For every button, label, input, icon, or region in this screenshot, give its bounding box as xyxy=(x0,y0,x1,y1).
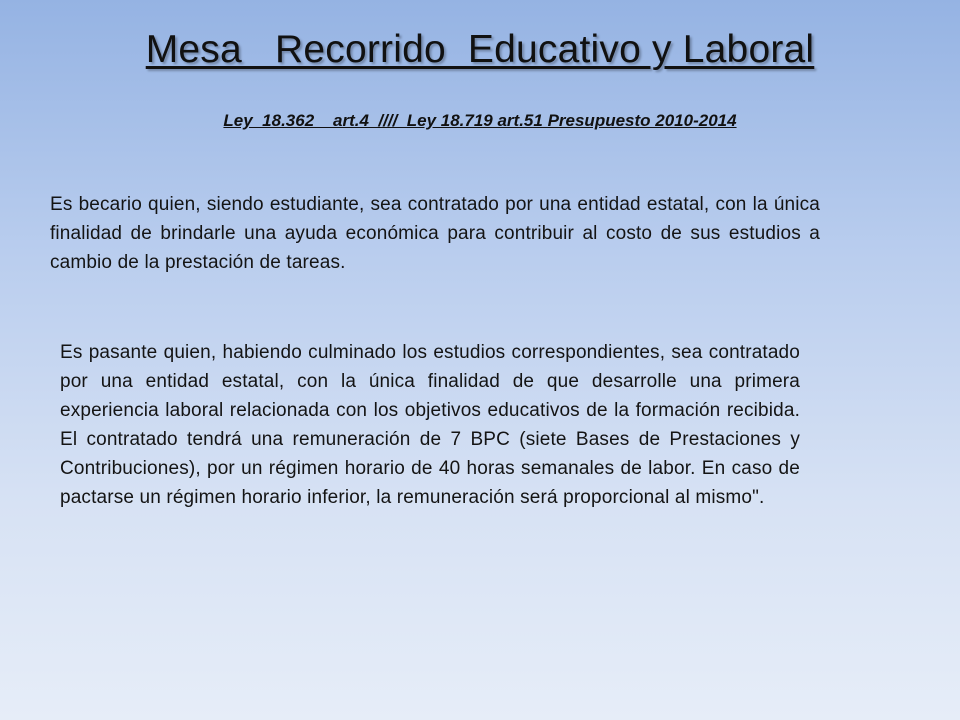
law-reference-subtitle: Ley 18.362 art.4 //// Ley 18.719 art.51 Presupuesto 2010-2014 xyxy=(223,111,737,130)
pasante-definition-paragraph: Es pasante quien, habiendo culminado los estudios correspondientes, sea contratado por una entidad estatal, con la única finalidad de que desarrolle una primera experiencia laboral relacionada con los objetivos educativos de la formación recibida. El contratado tendrá una remuneración de 7 BPC (siete Bases de Prestaciones y Contribuciones), por un régimen horario de 40 horas semanales de labor. En caso de pactarse un régimen horario inferior, la remuneración será proporcional al mismo". xyxy=(60,342,800,508)
slide-title: Mesa Recorrido Educativo y Laboral xyxy=(145,28,815,71)
becario-definition-paragraph: Es becario quien, siendo estudiante, sea contratado por una entidad estatal, con la única finalidad de brindarle una ayuda económica para contribuir al costo de sus estudios a cambio de la prestación de tareas. xyxy=(50,194,820,273)
